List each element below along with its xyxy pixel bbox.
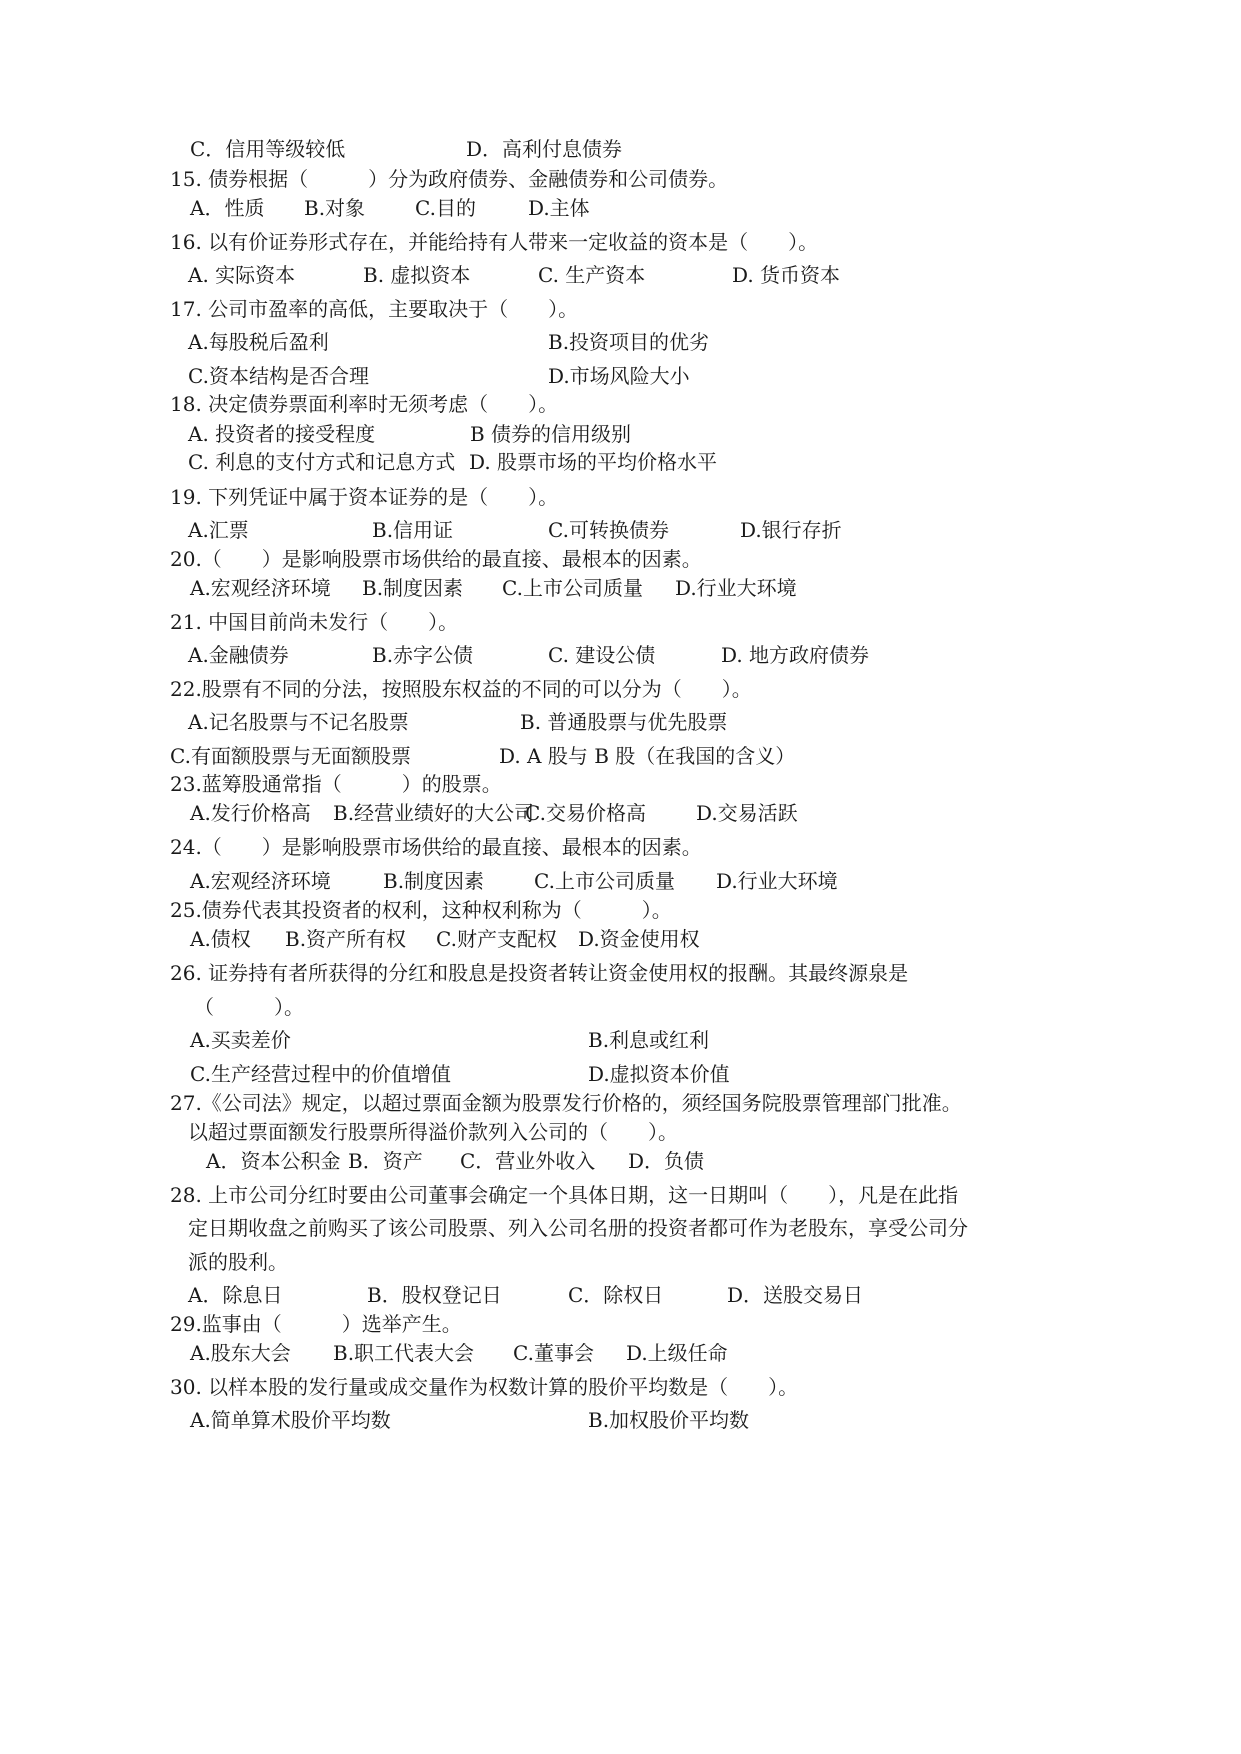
question-text: 28. 上市公司分红时要由公司董事会确定一个具体日期，这一日期叫（ ），凡是在此指: [170, 1183, 959, 1207]
option-text: C.上市公司质量: [534, 869, 675, 893]
option-text: A.记名股票与不记名股票: [188, 710, 409, 734]
option-text: A.发行价格高: [190, 801, 311, 825]
option-text: B.加权股价平均数: [588, 1408, 750, 1432]
question-text: 22.股票有不同的分法，按照股东权益的不同的可以分为（ ）。: [170, 677, 752, 701]
option-text: D. 股票市场的平均价格水平: [469, 450, 718, 474]
option-text: B．股权登记日: [367, 1283, 502, 1307]
option-text: D．高利付息债券: [466, 137, 623, 161]
question-text: 15. 债券根据（ ）分为政府债券、金融债券和公司债券。: [170, 167, 729, 191]
option-text: A．性质: [190, 196, 265, 220]
question-text: 24.（ ）是影响股票市场供给的最直接、最根本的因素。: [170, 835, 702, 859]
option-text: C. 建设公债: [548, 643, 656, 667]
option-text: A．资本公积金: [206, 1149, 341, 1173]
question-text: 27.《公司法》规定，以超过票面金额为股票发行价格的，须经国务院股票管理部门批准。: [170, 1091, 962, 1115]
option-text: C．营业外收入: [460, 1149, 596, 1173]
option-text: C．信用等级较低: [190, 137, 346, 161]
option-text: B.制度因素: [362, 576, 464, 600]
option-text: D. 地方政府债券: [721, 643, 870, 667]
option-text: D．负债: [628, 1149, 705, 1173]
option-text: A.股东大会: [190, 1341, 291, 1365]
option-text: D. 货币资本: [732, 263, 841, 287]
question-text: 30. 以样本股的发行量或成交量作为权数计算的股价平均数是（ ）。: [170, 1375, 799, 1399]
option-text: C.董事会: [513, 1341, 594, 1365]
question-text: 29.监事由（ ）选举产生。: [170, 1312, 462, 1336]
option-text: B．资产: [348, 1149, 423, 1173]
option-text: B.赤字公债: [372, 643, 474, 667]
option-text: D. A 股与 B 股（在我国的含义）: [499, 744, 796, 768]
question-text: 定日期收盘之前购买了该公司股票、列入公司名册的投资者都可作为老股东，享受公司分: [188, 1216, 968, 1240]
option-text: D.资金使用权: [578, 927, 700, 951]
option-text: D.市场风险大小: [548, 364, 690, 388]
option-text: D.行业大环境: [675, 576, 797, 600]
option-text: D.行业大环境: [716, 869, 838, 893]
option-text: A. 实际资本: [188, 263, 296, 287]
option-text: B.职工代表大会: [333, 1341, 475, 1365]
question-text: 16. 以有价证券形式存在，并能给持有人带来一定收益的资本是（ ）。: [170, 230, 819, 254]
option-text: A.债权: [190, 927, 251, 951]
question-text: 17. 公司市盈率的高低，主要取决于（ ）。: [170, 297, 579, 321]
question-text: 19. 下列凭证中属于资本证券的是（ ）。: [170, 485, 559, 509]
option-text: C.可转换债券: [548, 518, 669, 542]
option-text: D.主体: [528, 196, 590, 220]
option-text: B.对象: [304, 196, 366, 220]
option-text: B.投资项目的优劣: [548, 330, 710, 354]
option-text: A.宏观经济环境: [190, 576, 331, 600]
question-text: 23.蓝筹股通常指（ ）的股票。: [170, 772, 502, 796]
option-text: C.有面额股票与无面额股票: [170, 744, 411, 768]
question-text: 派的股利。: [188, 1250, 288, 1274]
option-text: C.财产支配权: [436, 927, 557, 951]
option-text: C.资本结构是否合理: [188, 364, 369, 388]
option-text: A.宏观经济环境: [190, 869, 331, 893]
question-text: 18. 决定债券票面利率时无须考虑（ ）。: [170, 392, 559, 416]
option-text: C. 利息的支付方式和记息方式: [188, 450, 456, 474]
question-text: 20.（ ）是影响股票市场供给的最直接、最根本的因素。: [170, 547, 702, 571]
option-text: D.交易活跃: [696, 801, 798, 825]
option-text: C.目的: [415, 196, 476, 220]
question-text: 26. 证券持有者所获得的分红和股息是投资者转让资金使用权的报酬。其最终源泉是: [170, 961, 909, 985]
option-text: A.每股税后盈利: [188, 330, 329, 354]
option-text: A.汇票: [188, 518, 249, 542]
option-text: A.买卖差价: [190, 1028, 291, 1052]
option-text: B. 虚拟资本: [363, 263, 471, 287]
question-text: 以超过票面额发行股票所得溢价款列入公司的（ ）。: [188, 1120, 678, 1144]
option-text: B.信用证: [372, 518, 454, 542]
option-text: B 债券的信用级别: [470, 422, 632, 446]
option-text: B.制度因素: [383, 869, 485, 893]
option-text: A．除息日: [188, 1283, 283, 1307]
option-text: C.生产经营过程中的价值增值: [190, 1062, 451, 1086]
option-text: C.上市公司质量: [502, 576, 643, 600]
option-text: C. 生产资本: [538, 263, 646, 287]
option-text: D.虚拟资本价值: [588, 1062, 730, 1086]
option-text: B.利息或红利: [588, 1028, 710, 1052]
option-text: D.上级任命: [626, 1341, 728, 1365]
option-text: D．送股交易日: [727, 1283, 864, 1307]
question-text: 21. 中国目前尚未发行（ ）。: [170, 610, 459, 634]
option-text: B.经营业绩好的大公司: [333, 801, 535, 825]
option-text: D.银行存折: [740, 518, 842, 542]
option-text: B. 普通股票与优先股票: [520, 710, 728, 734]
question-text: 25.债券代表其投资者的权利，这种权利称为（ ）。: [170, 898, 672, 922]
option-text: A.简单算术股价平均数: [190, 1408, 391, 1432]
option-text: C．除权日: [568, 1283, 664, 1307]
question-text: （ ）。: [194, 995, 304, 1019]
option-text: B.资产所有权: [285, 927, 407, 951]
option-text: A.金融债券: [188, 643, 289, 667]
option-text: C.交易价格高: [525, 801, 646, 825]
option-text: A. 投资者的接受程度: [188, 422, 376, 446]
